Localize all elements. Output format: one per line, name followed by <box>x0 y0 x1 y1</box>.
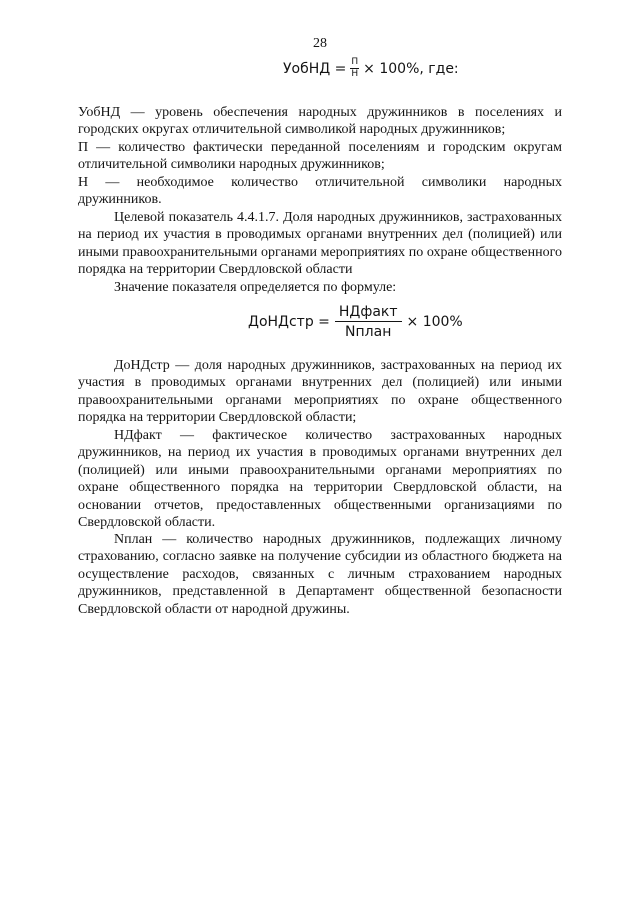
formula-1-lhs: УобНД = <box>283 60 347 77</box>
formula-1-denominator: Н <box>351 69 359 79</box>
formula-2 <box>248 304 463 340</box>
formula-1 <box>283 58 459 79</box>
definition-p: П — количество фактически переданной поселениям и городским округам отличительной символики народных дружинников; <box>78 140 562 173</box>
formula-1-rhs: × 100%, где: <box>363 60 459 77</box>
formula-intro: Значение показателя определяется по формуле: <box>114 280 397 295</box>
formula-1-fraction <box>350 58 359 79</box>
formula-2-lhs: ДоНДстр = <box>248 314 330 331</box>
definition-n: Н — необходимое количество отличительной символики народных дружинников. <box>78 175 562 208</box>
formula-2-fraction <box>335 304 402 340</box>
definition-ndfakt: НДфакт — фактическое количество застрахованных народных дружинников, на период их участия в проводимых органами внутренних дел (полицией) или иными правоохранительными органами мероприятиях по охране общественного порядка на территории Свердловской области, на основании отчетов, предоставленных общественными организациями по Свердловской области. <box>78 428 562 531</box>
formula-1-numerator: П <box>351 57 359 67</box>
definition-dondstr: ДоНДстр — доля народных дружинников, застрахованных на период их участия в проводимых органами внутренних дел (полицией) или иными правоохранительными органами мероприятиях по охране общественного порядка на территории Свердловской области; <box>78 358 562 426</box>
formula-2-numerator: НДфакт <box>335 304 402 322</box>
definition-nplan: Nплан — количество народных дружинников, подлежащих личному страхованию, согласно заявке на получение субсидии из областного бюджета на осуществление расходов, связанных с личным страхованием народных дружинников, представленной в Департамент общественной безопасности Свердловской области от народной дружины. <box>78 532 562 617</box>
page-number: 28 <box>313 36 327 51</box>
definition-uobnd: УобНД — уровень обеспечения народных дружинников в поселениях и городских округах отличительной символикой народных дружинников; <box>78 105 562 138</box>
target-indicator-paragraph: Целевой показатель 4.4.1.7. Доля народных дружинников, застрахованных на период их участия в проводимых органами внутренних дел (полицией) или иными правоохранительными органами мероприятиях по охране общественного порядка на территории Свердловской области <box>78 210 562 278</box>
formula-2-rhs: × 100% <box>406 314 463 331</box>
formula-2-denominator: Nплан <box>345 324 392 341</box>
